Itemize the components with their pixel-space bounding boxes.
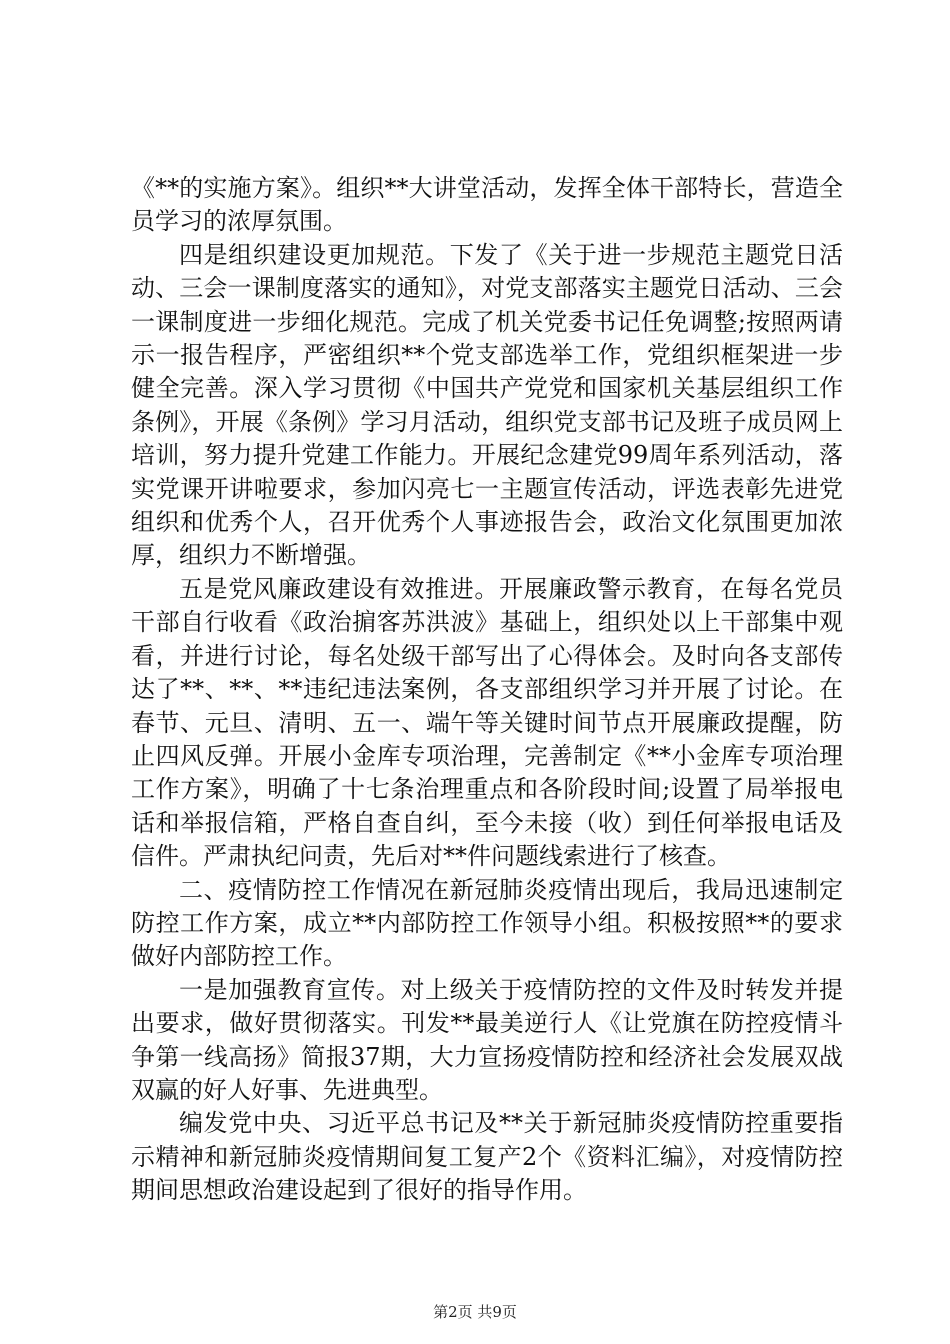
paragraph-2: 四是组织建设更加规范。下发了《关于进一步规范主题党日活动、三会一课制度落实的通知》，对党支部落实主题党日活动、三会一课制度进一步细化规范。完成了机关党委书记任免调整;按照两请示一报告程序，严密组织**个党支部选举工作，党组织框架进一步健全完善。深入学习贯彻《中国共产党党和国家机关基层组织工作条例》，开展《条例》学习月活动，组织党支部书记及班子成员网上培训，努力提升党建工作能力。开展纪念建党99周年系列活动，落实党课开讲啦要求，参加闪亮七一主题宣传活动，评选表彰先进党组织和优秀个人，召开优秀个人事迹报告会，政治文化氛围更加浓厚，组织力不断增强。 bbox=[131, 240, 843, 570]
paragraph-4: 二、疫情防控工作情况在新冠肺炎疫情出现后，我局迅速制定防控工作方案，成立**内部防控工作领导小组。积极按照**的要求做好内部防控工作。 bbox=[131, 875, 843, 971]
paragraph-3: 五是党风廉政建设有效推进。开展廉政警示教育，在每名党员干部自行收看《政治掮客苏洪波》基础上，组织处以上干部集中观看，并进行讨论，每名处级干部写出了心得体会。及时向各支部传达了**、**、**违纪违法案例，各支部组织学习并开展了讨论。在春节、元旦、清明、五一、端午等关键时间节点开展廉政提醒，防止四风反弹。开展小金库专项治理，完善制定《**小金库专项治理工作方案》，明确了十七条治理重点和各阶段时间;设置了局举报电话和举报信箱，严格自查自纠，至今未接（收）到任何举报电话及信件。严肃执纪问责，先后对**件问题线索进行了核查。 bbox=[131, 574, 843, 871]
paragraph-6: 编发党中央、习近平总书记及**关于新冠肺炎疫情防控重要指示精神和新冠肺炎疫情期间复工复产2个《资料汇编》，对疫情防控期间思想政治建设起到了很好的指导作用。 bbox=[131, 1109, 843, 1205]
paragraph-5: 一是加强教育宣传。对上级关于疫情防控的文件及时转发并提出要求，做好贯彻落实。刊发**最美逆行人《让党旗在防控疫情斗争第一线高扬》简报37期，大力宣扬疫情防控和经济社会发展双战双赢的好人好事、先进典型。 bbox=[131, 975, 843, 1104]
paragraph-1: 《**的实施方案》。组织**大讲堂活动，发挥全体干部特长，营造全员学习的浓厚氛围。 bbox=[131, 174, 843, 236]
page-number-footer: 第2页 共9页 bbox=[433, 1303, 517, 1321]
body-text bbox=[131, 172, 843, 1208]
